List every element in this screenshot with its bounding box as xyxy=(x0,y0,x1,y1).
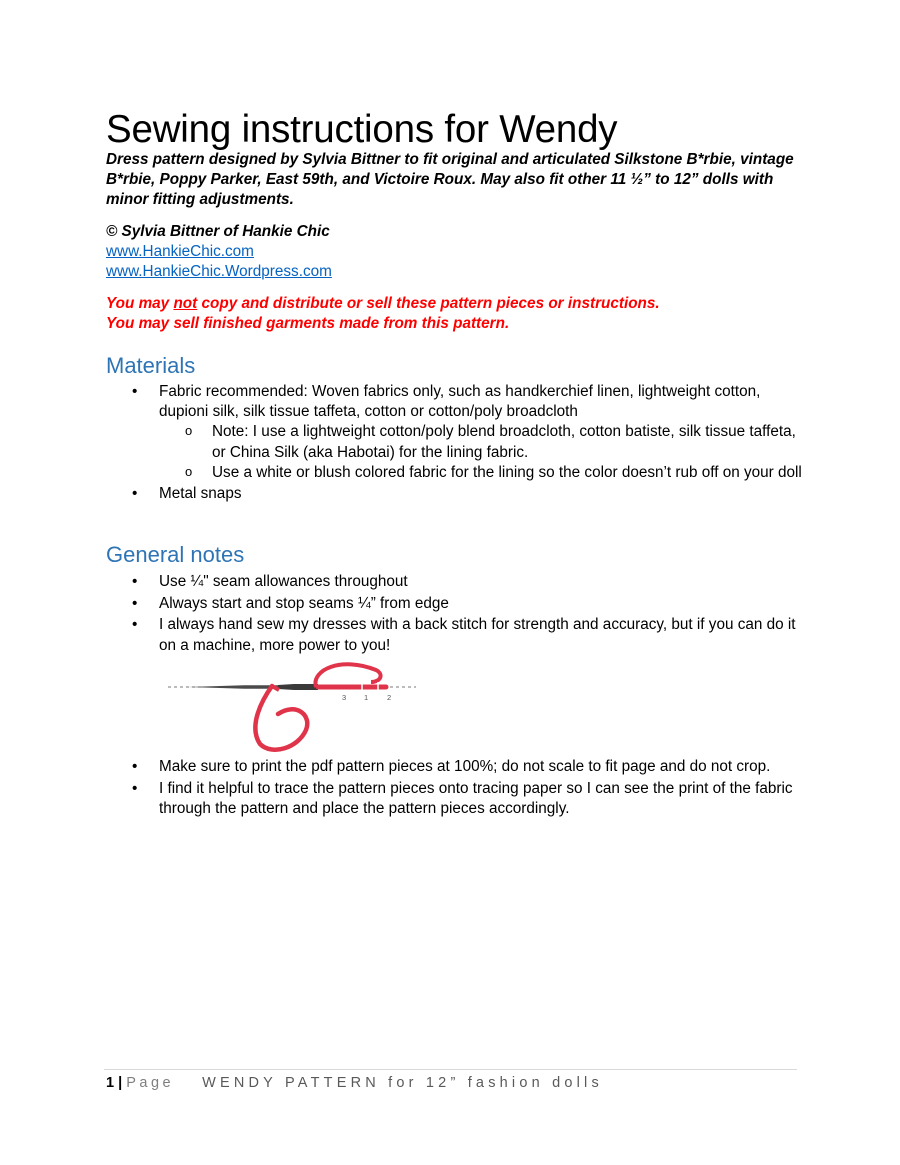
list-item xyxy=(106,382,806,422)
footer-text: WENDY PATTERN for 12” fashion dolls xyxy=(202,1075,603,1091)
list-item xyxy=(106,484,806,504)
footer-divider xyxy=(104,1069,797,1070)
needle-eye xyxy=(278,684,318,690)
link-hankiechic[interactable]: www.HankieChic.com xyxy=(106,243,254,260)
subtitle: Dress pattern designed by Sylvia Bittner to fit original and articulated Silkstone B*rbie, vintage B*rbie, Poppy Parker, East 59th, and Victoire Roux. May also fit other 11 ½” to 12” dolls with minor fitting adjustments. xyxy=(106,151,794,209)
warning-line-2: You may sell finished garments made from this pattern. xyxy=(106,315,510,332)
warning-line-1 xyxy=(106,294,660,314)
list-item xyxy=(106,779,806,819)
list-item xyxy=(106,615,806,655)
thread-loop-bottom xyxy=(255,686,307,750)
warning-text-before: You may xyxy=(106,295,174,312)
sub-list-item xyxy=(106,463,806,483)
list-item xyxy=(106,757,806,777)
list-item-text: Fabric recommended: Woven fabrics only, such as handkerchief linen, lightweight cotton, dupioni silk, silk tissue taffeta, cotton or cotton/poly broadcloth xyxy=(159,383,761,421)
stitch-label: 1 xyxy=(364,693,369,702)
warning-text-after: copy and distribute or sell these pattern pieces or instructions. xyxy=(197,295,660,312)
list-item-text: Always start and stop seams ¼” from edge xyxy=(159,594,449,612)
bullet-icon: • xyxy=(132,594,138,612)
circle-bullet-icon: o xyxy=(185,423,193,439)
list-item xyxy=(106,572,806,592)
general-notes-list xyxy=(106,572,806,656)
stitch-label: 2 xyxy=(387,693,392,702)
materials-list xyxy=(106,382,806,504)
page-footer xyxy=(106,1073,603,1093)
bullet-icon: • xyxy=(132,616,138,634)
materials-heading: Materials xyxy=(106,353,196,378)
stitch-label: 3 xyxy=(342,693,347,702)
page-title: Sewing instructions for Wendy xyxy=(106,108,618,151)
list-item xyxy=(106,594,806,614)
sub-list-item xyxy=(106,422,806,462)
back-stitch-illustration xyxy=(166,660,418,752)
list-item-text: Use ¼" seam allowances throughout xyxy=(159,573,408,590)
circle-bullet-icon: o xyxy=(185,463,193,479)
warning-emphasis: not xyxy=(173,295,198,312)
sub-list-item-text: Use a white or blush colored fabric for the lining so the color doesn’t rub off on your doll xyxy=(212,463,802,481)
bullet-icon: • xyxy=(132,779,138,797)
footer-separator: | xyxy=(118,1075,123,1091)
bullet-icon: • xyxy=(132,485,138,503)
bullet-icon: • xyxy=(132,573,138,590)
general-notes-heading: General notes xyxy=(106,542,245,567)
list-item-text: Metal snaps xyxy=(159,485,242,503)
page-word: Page xyxy=(126,1075,175,1091)
list-item-text: I always hand sew my dresses with a back stitch for strength and accuracy, but if you can do it on a machine, more power to you! xyxy=(159,616,796,654)
bullet-icon: • xyxy=(132,758,138,775)
page-number: 1 xyxy=(106,1075,115,1091)
link-hankiechic-wordpress[interactable]: www.HankieChic.Wordpress.com xyxy=(106,263,332,280)
sub-list-item-text: Note: I use a lightweight cotton/poly blend broadcloth, cotton batiste, silk tissue taffeta, or China Silk (aka Habotai) for the lining fabric. xyxy=(212,423,796,461)
list-item-text: I find it helpful to trace the pattern pieces onto tracing paper so I can see the print of the fabric through the pattern and place the pattern pieces accordingly. xyxy=(159,779,793,817)
general-notes-list-continued xyxy=(106,757,806,819)
thread-loop-top xyxy=(315,664,380,687)
list-item-text: Make sure to print the pdf pattern pieces at 100%; do not scale to fit page and do not crop. xyxy=(159,758,771,775)
copyright-line: © Sylvia Bittner of Hankie Chic xyxy=(106,223,330,240)
bullet-icon: • xyxy=(132,383,138,400)
